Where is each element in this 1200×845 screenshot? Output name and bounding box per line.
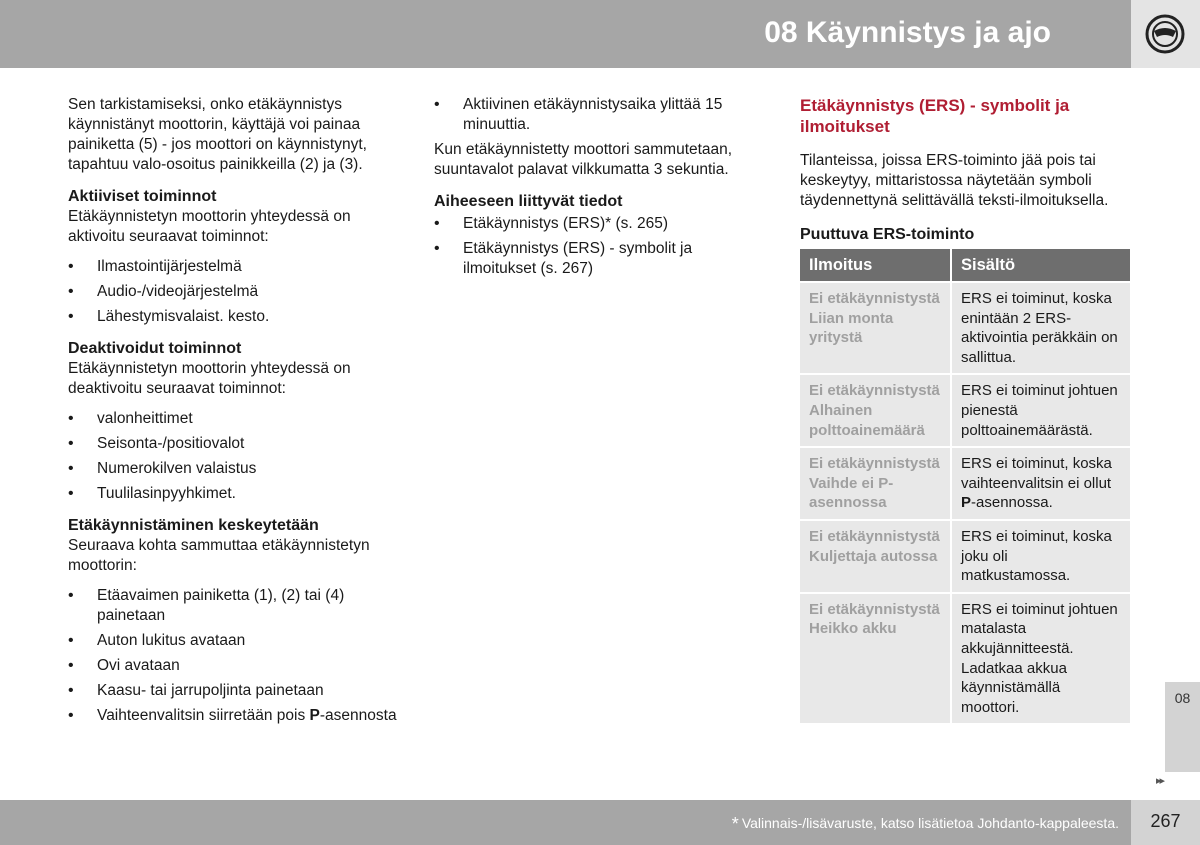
table-header-row xyxy=(800,249,1130,281)
list-item: • Ilmastointijärjestelmä xyxy=(68,257,408,277)
deactivated-functions-text: Etäkäynnistetyn moottorin yhteydessä on deaktivoitu seuraavat toiminnot: xyxy=(68,360,351,397)
list-item: • Ovi avataan xyxy=(68,656,408,676)
list-item: • valonheittimet xyxy=(68,409,408,429)
chapter-header xyxy=(0,0,1131,68)
column-3 xyxy=(800,95,1130,725)
list-item: • Etäavaimen painiketta (1), (2) tai (4) painetaan xyxy=(68,586,408,626)
list-item: • Kaasu- tai jarrupoljinta painetaan xyxy=(68,681,408,701)
list-item: • Auton lukitus avataan xyxy=(68,631,408,651)
message-cell: Ei etäkäynnistystä Heikko akku xyxy=(800,594,950,724)
chapter-title: 08 Käynnistys ja ajo xyxy=(764,16,1051,49)
message-cell: Ei etäkäynnistystä Alhainen polttoainemäärä xyxy=(800,375,950,446)
active-functions-list xyxy=(68,257,408,327)
page-number-box xyxy=(1131,800,1200,845)
next-page-arrows-icon: ▸▸ xyxy=(1156,775,1164,787)
list-item-text: -asennosta xyxy=(319,707,397,724)
deactivated-functions-heading: Deaktivoidut toiminnot xyxy=(68,340,242,357)
column-1 xyxy=(68,95,408,731)
list-item xyxy=(68,706,408,726)
content-cell: ERS ei toiminut, koska enintään 2 ERS-aktivointia peräkkäin on sallittua. xyxy=(952,283,1130,373)
list-item: • Aktiivinen etäkäynnistysaika ylittää 15 minuuttia. xyxy=(434,95,764,135)
footnote-star: * xyxy=(731,814,739,834)
footer xyxy=(0,800,1131,845)
related-info-list xyxy=(434,214,764,279)
content-cell: ERS ei toiminut, koska joku oli matkustamossa. xyxy=(952,521,1130,592)
column-2 xyxy=(434,95,764,284)
table-header-content: Sisältö xyxy=(952,249,1130,281)
list-item: • Numerokilven valaistus xyxy=(68,459,408,479)
list-item: • Lähestymisvalaist. kesto. xyxy=(68,307,408,327)
table-row xyxy=(800,375,1130,446)
content-cell xyxy=(952,448,1130,519)
list-item-bold: P xyxy=(309,707,320,724)
page-number: 267 xyxy=(1150,811,1181,831)
content-text: -asennossa. xyxy=(971,494,1053,512)
list-item: • Audio-/videojärjestelmä xyxy=(68,282,408,302)
content-cell: ERS ei toiminut johtuen matalasta akkujännitteestä. Ladatkaa akkua käynnistämällä moottori. xyxy=(952,594,1130,724)
table-row xyxy=(800,521,1130,592)
table-row xyxy=(800,283,1130,373)
content-cell: ERS ei toiminut johtuen pienestä polttoainemäärästä. xyxy=(952,375,1130,446)
message-cell: Ei etäkäynnistystä Liian monta yritystä xyxy=(800,283,950,373)
interrupt-text: Seuraava kohta sammuttaa etäkäynnistetyn moottorin: xyxy=(68,537,370,574)
intro-paragraph: Sen tarkistamiseksi, onko etäkäynnistys käynnistänyt moottorin, käyttäjä voi painaa painiketta (5) - jos moottori on käynnistynyt, tapahtuu valo-osoitus painikkeilla (2) ja (3). xyxy=(68,96,367,173)
deactivated-functions-list xyxy=(68,409,408,504)
active-functions-text: Etäkäynnistetyn moottorin yhteydessä on aktivoitu seuraavat toiminnot: xyxy=(68,208,351,245)
content-bold: P xyxy=(961,494,972,512)
message-cell: Ei etäkäynnistystä Kuljettaja autossa xyxy=(800,521,950,592)
steering-wheel-icon xyxy=(1144,13,1186,55)
related-info-heading: Aiheeseen liittyvät tiedot xyxy=(434,193,623,210)
table-title: Puuttuva ERS-toiminto xyxy=(800,226,975,243)
shutdown-paragraph: Kun etäkäynnistetty moottori sammutetaan, suuntavalot palavat vilkkumatta 3 sekuntia. xyxy=(434,141,733,178)
list-item-text: Vaihteenvalitsin siirretään pois xyxy=(97,707,310,724)
table-row xyxy=(800,448,1130,519)
related-link[interactable]: • Etäkäynnistys (ERS)* (s. 265) xyxy=(434,214,764,234)
side-tab-number: 08 xyxy=(1174,690,1191,706)
table-row xyxy=(800,594,1130,724)
interrupt-list xyxy=(68,586,408,726)
section-intro: Tilanteissa, joissa ERS-toiminto jää pois tai keskeytyy, mittaristossa näytetään symboli täydennettynä selittävällä teksti-ilmoituksella. xyxy=(800,152,1109,209)
active-functions-heading: Aktiiviset toiminnot xyxy=(68,188,217,205)
message-cell: Ei etäkäynnistystä Vaihde ei P-asennossa xyxy=(800,448,950,519)
section-heading: Etäkäynnistys (ERS) - symbolit ja ilmoitukset xyxy=(800,96,1070,136)
continued-list xyxy=(434,95,764,135)
list-item: • Tuulilasinpyyhkimet. xyxy=(68,484,408,504)
related-link[interactable]: • Etäkäynnistys (ERS) - symbolit ja ilmoitukset (s. 267) xyxy=(434,239,764,279)
footnote-text: Valinnais-/lisävaruste, katso lisätietoa Johdanto-kappaleesta. xyxy=(741,815,1119,831)
table-header-message: Ilmoitus xyxy=(800,249,950,281)
footnote xyxy=(732,814,1119,835)
chapter-icon-box xyxy=(1131,0,1200,68)
ers-messages-table xyxy=(798,247,1132,725)
list-item: • Seisonta-/positiovalot xyxy=(68,434,408,454)
content-text: ERS ei toiminut, koska vaihteenvalitsin ei ollut xyxy=(961,455,1112,492)
chapter-side-tab xyxy=(1165,682,1200,772)
interrupt-heading: Etäkäynnistäminen keskeytetään xyxy=(68,517,319,534)
